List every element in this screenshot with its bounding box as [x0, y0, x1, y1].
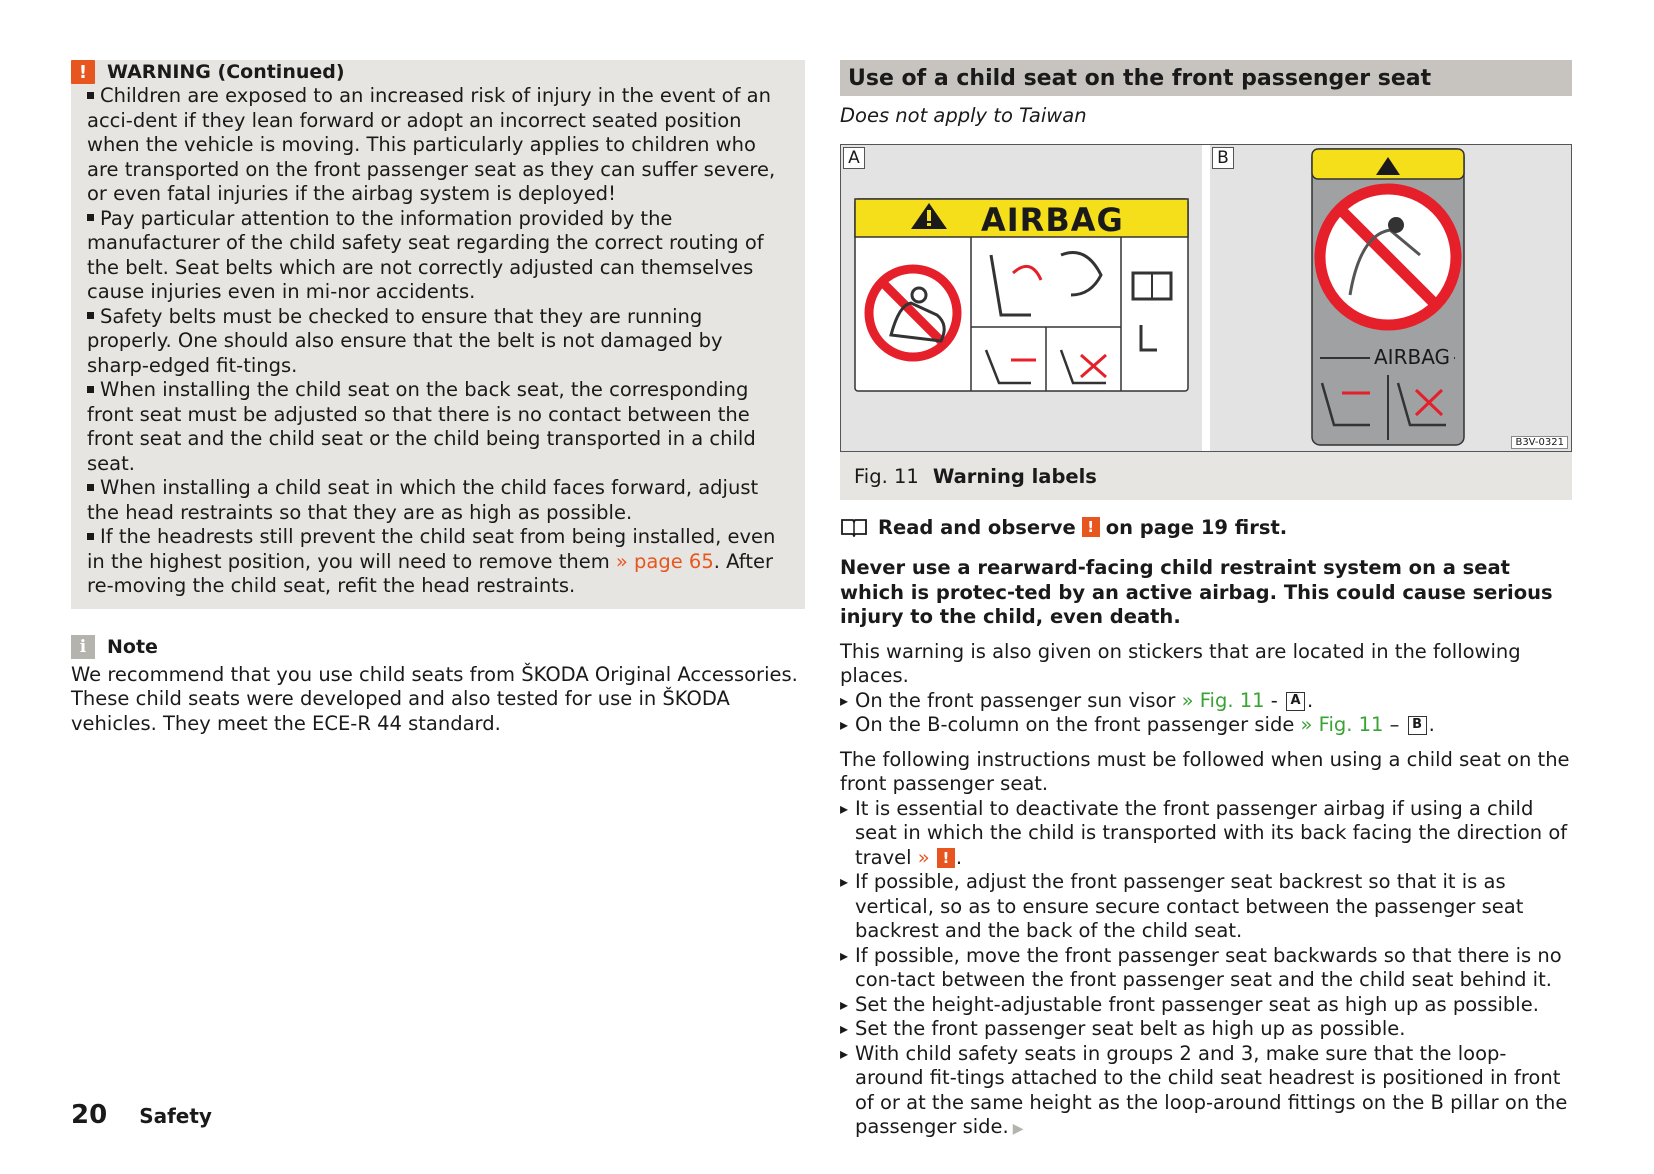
bullet-icon — [87, 214, 94, 221]
list-item: ▸ With child safety seats in groups 2 and 3, make sure that the loop-around fit-tings attached to the child seat headrest is positioned in front of or at the same height as the loop-around fittings on the B pillar on the passenger side. ▶ — [840, 1042, 1572, 1142]
figure-caption — [840, 452, 1572, 500]
stickers-intro: This warning is also given on stickers that are located in the following places. — [840, 639, 1521, 687]
warning-title: WARNING (Continued) — [107, 61, 345, 83]
figure-11 — [840, 144, 1572, 500]
figure-image — [840, 144, 1572, 452]
panel-b-ref: B — [1408, 716, 1427, 735]
bullet-icon — [87, 312, 94, 319]
warning-ref-icon[interactable]: ! — [1082, 517, 1100, 537]
list-item: ▸ Set the height-adjustable front passenger seat as high up as possible. — [840, 993, 1572, 1018]
page-footer — [71, 1100, 212, 1130]
warning-bullet: When installing the child seat on the back seat, the corresponding front seat must be adjusted so that there is no contact between the front seat and the child seat or the child being transported in a child seat. — [87, 378, 756, 475]
right-column — [840, 60, 1572, 1142]
fig-11-link[interactable]: » Fig. 11 — [1300, 713, 1384, 736]
bullet-icon — [87, 92, 94, 99]
read-observe-line: Read and observe ! on page 19 first. — [840, 514, 1572, 540]
warning-bullet: When installing a child seat in which the child faces forward, adjust the head restraints so that they are as high as possible. — [87, 476, 759, 524]
note-header — [71, 635, 805, 659]
list-item: ▸ If possible, move the front passenger seat backwards so that there is no con-tact between the front passenger seat and the child seat behind it. — [840, 944, 1572, 993]
airbag-label-b-graphic — [1210, 145, 1569, 450]
instructions-list — [840, 797, 1572, 1142]
figure-panel-b — [1210, 145, 1571, 451]
warning-icon: ! — [71, 60, 95, 84]
instructions-intro: The following instructions must be followed when using a child seat on the front passenger seat. — [840, 747, 1570, 795]
footer-section: Safety — [139, 1104, 212, 1128]
warning-header — [71, 60, 789, 84]
list-item: ▸ On the front passenger sun visor » Fig. 11 - A . — [840, 689, 1572, 714]
warning-bullet: Safety belts must be checked to ensure that they are running properly. One should also ensure that the belt is not damaged by sharp-edged fit-tings. — [87, 304, 723, 377]
page-number: 20 — [71, 1100, 108, 1130]
section-title: Use of a child seat on the front passenger seat — [840, 60, 1572, 96]
panel-a-ref: A — [1286, 692, 1305, 711]
panel-a-tag: A — [843, 147, 865, 169]
list-item: ▸ If possible, adjust the front passenger seat backrest so that it is as vertical, so as to ensure secure contact between the passenger seat backrest and the back of the child seat. — [840, 870, 1572, 944]
airbag-warning-text: Never use a rearward-facing child restraint system on a seat which is protec-ted by an active airbag. This could cause serious injury to the child, even death. — [840, 556, 1553, 628]
bullet-icon — [87, 533, 94, 540]
list-item: ▸ Set the front passenger seat belt as high up as possible. — [840, 1017, 1572, 1042]
figure-code: B3V-0321 — [1511, 436, 1568, 449]
airbag-label-a-graphic — [841, 145, 1202, 450]
page-65-link[interactable]: » page 65 — [615, 549, 714, 573]
warning-ref-icon[interactable]: ! — [937, 848, 955, 868]
warning-link[interactable]: » — [917, 845, 930, 869]
continue-arrow-icon: ▶ — [1012, 1121, 1024, 1137]
left-column — [71, 60, 805, 736]
figure-number: Fig. 11 — [854, 464, 919, 488]
warning-text — [87, 84, 789, 599]
warning-box — [71, 60, 805, 609]
figure-title: Warning labels — [932, 464, 1097, 488]
warning-bullet: If the headrests still prevent the child seat from being installed, even in the highest position, you will need to remove them » page 65. After re-moving the child seat, refit the head restraints. — [87, 525, 776, 597]
panel-b-tag: B — [1212, 147, 1234, 169]
fig-11-link[interactable]: » Fig. 11 — [1181, 688, 1265, 712]
figure-panel-a — [841, 145, 1210, 451]
warning-bullet: Children are exposed to an increased risk of injury in the event of an acci-dent if they lean forward or adopt an incorrect seated position when the vehicle is moving. This particularly applies to children who are transported on the front passenger seat as they can suffer severe, or even fatal injuries if the airbag system is deployed! — [87, 84, 776, 205]
bullet-icon — [87, 484, 94, 491]
bullet-icon — [87, 386, 94, 393]
warning-bullet: Pay particular attention to the information provided by the manufacturer of the child safety seat regarding the correct routing of the belt. Seat belts which are not correctly adjusted can themselves cause injuries even in mi-nor accidents. — [87, 206, 764, 303]
airbag-title-a: AIRBAG — [981, 201, 1124, 239]
list-item: ▸ It is essential to deactivate the front passenger airbag if using a child seat in which the child is transported with its back facing the direction of travel » ! . — [840, 797, 1572, 871]
info-icon: i — [71, 635, 95, 659]
airbag-title-b: AIRBAG — [1370, 345, 1454, 369]
book-icon — [840, 517, 868, 537]
note-title: Note — [107, 635, 158, 658]
list-item: ▸ On the B-column on the front passenger side » Fig. 11 – B . — [840, 713, 1572, 738]
stickers-list — [840, 689, 1572, 738]
note-text: We recommend that you use child seats from ŠKODA Original Accessories. These child seats were developed and also tested for use in ŠKODA vehicles. They meet the ECE-R 44 standard. — [71, 662, 798, 735]
section-subtitle: Does not apply to Taiwan — [840, 104, 1087, 127]
